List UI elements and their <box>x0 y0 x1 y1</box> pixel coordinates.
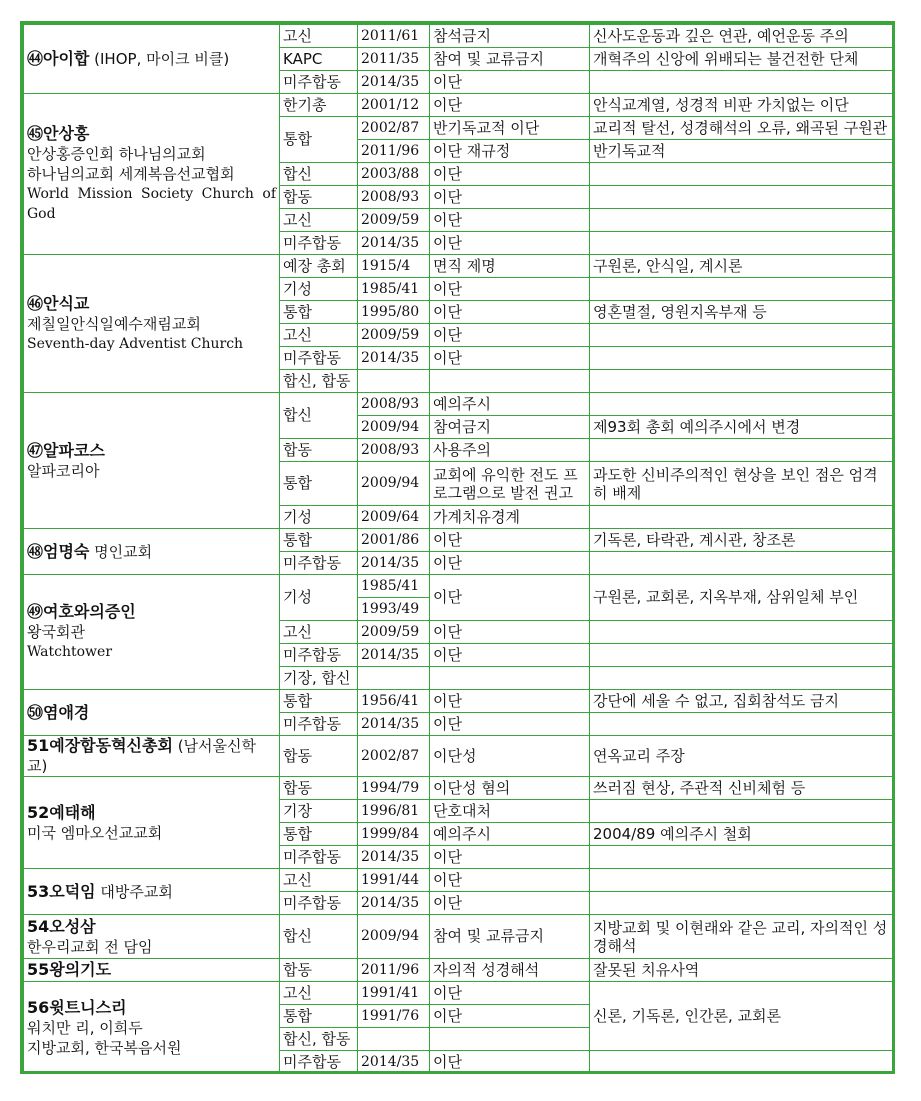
verdict-cell: 이단 <box>430 846 590 869</box>
denomination-cell: 미주합동 <box>280 1051 358 1074</box>
date-cell: 2009/94 <box>358 462 430 506</box>
group-name: 오성삼 <box>49 916 96 936</box>
verdict-cell: 사용주의 <box>430 439 590 462</box>
group-number: 51 <box>27 736 50 755</box>
table-row <box>24 736 893 777</box>
table-row <box>24 393 893 416</box>
denomination-cell: 합동 <box>280 186 358 209</box>
verdict-cell: 이단 <box>430 324 590 347</box>
reason-cell: 2004/89 예의주시 철회 <box>590 823 893 846</box>
reason-cell <box>590 552 893 575</box>
reason-cell: 신론, 기독론, 인간론, 교회론 <box>590 982 893 1051</box>
denomination-cell: 통합 <box>280 1005 358 1028</box>
denomination-cell: 기성 <box>280 506 358 529</box>
reason-cell: 반기독교적 <box>590 140 893 163</box>
reason-cell <box>590 324 893 347</box>
date-cell: 2002/87 <box>358 117 430 140</box>
denomination-cell: 미주합동 <box>280 644 358 667</box>
reason-cell: 개혁주의 신앙에 위배되는 불건전한 단체 <box>590 48 893 71</box>
table-row <box>24 690 893 713</box>
group-subtitle: 안상홍증인회 하나님의교회 <box>27 145 206 163</box>
verdict-cell <box>430 370 590 393</box>
group-cell <box>24 959 280 982</box>
date-cell: 2014/35 <box>358 232 430 255</box>
reason-cell: 잘못된 치유사역 <box>590 959 893 982</box>
group-name: 오덕임 <box>49 881 96 901</box>
verdict-cell: 이단 <box>430 347 590 370</box>
group-heading <box>27 602 276 622</box>
verdict-cell: 반기독교적 이단 <box>430 117 590 140</box>
date-cell: 2009/64 <box>358 506 430 529</box>
denomination-cell: 기장, 합신 <box>280 667 358 690</box>
date-cell: 2014/35 <box>358 347 430 370</box>
group-number: 54 <box>27 916 50 936</box>
verdict-cell: 이단 <box>430 892 590 915</box>
verdict-cell: 이단 <box>430 869 590 892</box>
denomination-cell: 미주합동 <box>280 71 358 94</box>
reason-cell: 지방교회 및 이현래와 같은 교리, 자의적인 성경해석 <box>590 915 893 959</box>
verdict-cell: 참석금지 <box>430 25 590 48</box>
reason-cell <box>590 1051 893 1074</box>
denomination-cell: 미주합동 <box>280 846 358 869</box>
group-number: ㊻ <box>27 293 44 313</box>
denomination-cell: 고신 <box>280 209 358 232</box>
denomination-cell: 고신 <box>280 621 358 644</box>
date-cell: 2009/94 <box>358 915 430 959</box>
table-row <box>24 255 893 278</box>
table-row <box>24 982 893 1005</box>
reason-cell <box>590 393 893 416</box>
verdict-cell: 참여 및 교류금지 <box>430 915 590 959</box>
denomination-cell: 합신 <box>280 915 358 959</box>
table-row <box>24 94 893 117</box>
verdict-cell: 이단 <box>430 1051 590 1074</box>
verdict-cell: 이단 <box>430 1005 590 1028</box>
denomination-cell: 합동 <box>280 959 358 982</box>
reason-cell: 과도한 신비주의적인 현상을 보인 점은 엄격히 배제 <box>590 462 893 506</box>
date-cell: 2001/12 <box>358 94 430 117</box>
date-cell: 1993/49 <box>358 598 430 621</box>
date-cell: 2014/35 <box>358 644 430 667</box>
reason-cell <box>590 846 893 869</box>
reason-cell: 제93회 총회 예의주시에서 변경 <box>590 416 893 439</box>
denomination-cell: 고신 <box>280 982 358 1005</box>
group-cell <box>24 915 280 959</box>
date-cell: 2014/35 <box>358 713 430 736</box>
reason-cell: 교리적 탈선, 성경해석의 오류, 왜곡된 구원관 <box>590 117 893 140</box>
date-cell: 1994/79 <box>358 777 430 800</box>
group-cell <box>24 94 280 255</box>
group-subtitle: Seventh-day Adventist Church <box>27 335 244 352</box>
reason-cell <box>590 71 893 94</box>
table-row <box>24 777 893 800</box>
verdict-cell: 이단 <box>430 552 590 575</box>
date-cell: 2011/61 <box>358 25 430 48</box>
date-cell: 1915/4 <box>358 255 430 278</box>
group-heading <box>27 917 276 937</box>
date-cell: 1999/84 <box>358 823 430 846</box>
verdict-cell: 단호대처 <box>430 800 590 823</box>
group-cell <box>24 529 280 575</box>
group-name: 왕의기도 <box>49 960 112 979</box>
verdict-cell: 이단 <box>430 209 590 232</box>
group-number: ㊾ <box>27 602 44 621</box>
verdict-cell: 이단성 혐의 <box>430 777 590 800</box>
group-name: 안상홍 <box>43 124 90 143</box>
group-cell <box>24 982 280 1074</box>
date-cell: 2009/59 <box>358 621 430 644</box>
verdict-cell: 참여 및 교류금지 <box>430 48 590 71</box>
reason-cell: 영혼멸절, 영원지옥부재 등 <box>590 301 893 324</box>
verdict-cell: 이단 <box>430 982 590 1005</box>
denomination-cell: 미주합동 <box>280 347 358 370</box>
table-row <box>24 915 893 959</box>
verdict-cell: 이단 <box>430 713 590 736</box>
verdict-cell: 이단 <box>430 94 590 117</box>
denomination-cell: 통합 <box>280 301 358 324</box>
denomination-cell: 기성 <box>280 575 358 621</box>
reason-cell <box>590 800 893 823</box>
reason-cell: 기독론, 타락관, 계시관, 창조론 <box>590 529 893 552</box>
reason-cell <box>590 869 893 892</box>
denomination-cell: 통합 <box>280 117 358 163</box>
group-name: 안식교 <box>43 293 90 313</box>
date-cell <box>358 667 430 690</box>
group-number: ㊽ <box>27 541 44 561</box>
group-name: 윗트니스리 <box>49 997 127 1017</box>
date-cell: 2003/88 <box>358 163 430 186</box>
date-cell: 2011/35 <box>358 48 430 71</box>
group-name: 예장합동혁신총회 <box>49 736 173 755</box>
group-cell <box>24 25 280 94</box>
verdict-cell: 이단 <box>430 644 590 667</box>
date-cell: 2011/96 <box>358 959 430 982</box>
denomination-cell: 한기총 <box>280 94 358 117</box>
reason-cell <box>590 713 893 736</box>
sect-verdict-table-frame <box>20 21 895 1074</box>
group-cell <box>24 690 280 736</box>
date-cell: 2014/35 <box>358 71 430 94</box>
verdict-cell: 자의적 성경해석 <box>430 959 590 982</box>
reason-cell <box>590 621 893 644</box>
group-heading <box>27 441 276 461</box>
sect-verdict-table <box>23 24 893 1074</box>
group-number: 56 <box>27 997 50 1017</box>
denomination-cell: 통합 <box>280 823 358 846</box>
date-cell: 2014/35 <box>358 892 430 915</box>
group-suffix: 명인교회 <box>89 542 153 561</box>
date-cell: 2002/87 <box>358 736 430 777</box>
denomination-cell: 미주합동 <box>280 552 358 575</box>
group-heading <box>27 703 276 723</box>
verdict-cell <box>430 1028 590 1051</box>
date-cell: 2008/93 <box>358 439 430 462</box>
group-number: 52 <box>27 802 50 822</box>
date-cell: 1956/41 <box>358 690 430 713</box>
group-heading <box>27 294 276 314</box>
group-subtitle: 제칠일안식일예수재림교회 <box>27 314 201 333</box>
group-number: ㊼ <box>27 440 44 460</box>
date-cell: 1991/76 <box>358 1005 430 1028</box>
date-cell: 1991/44 <box>358 869 430 892</box>
reason-cell <box>590 506 893 529</box>
date-cell: 1996/81 <box>358 800 430 823</box>
group-subtitle: 워치만 리, 이희두 <box>27 1018 143 1037</box>
table-row <box>24 529 893 552</box>
date-cell: 2014/35 <box>358 1051 430 1074</box>
verdict-cell: 이단 <box>430 529 590 552</box>
verdict-cell: 이단 <box>430 232 590 255</box>
reason-cell <box>590 667 893 690</box>
reason-cell: 신사도운동과 깊은 연관, 예언운동 주의 <box>590 25 893 48</box>
reason-cell <box>590 347 893 370</box>
verdict-cell: 이단 <box>430 575 590 621</box>
reason-cell <box>590 892 893 915</box>
denomination-cell: 합신, 합동 <box>280 1028 358 1051</box>
denomination-cell: 고신 <box>280 324 358 347</box>
date-cell <box>358 370 430 393</box>
date-cell: 2009/94 <box>358 416 430 439</box>
group-cell <box>24 393 280 529</box>
group-subtitle: 미국 엠마오선교교회 <box>27 823 163 842</box>
verdict-cell <box>430 667 590 690</box>
denomination-cell: 기성 <box>280 278 358 301</box>
date-cell: 2014/35 <box>358 552 430 575</box>
group-cell <box>24 869 280 915</box>
reason-cell: 안식교계열, 성경적 비판 가치없는 이단 <box>590 94 893 117</box>
group-name: 예태해 <box>49 802 96 822</box>
group-subtitle: 지방교회, 한국복음서원 <box>27 1038 182 1057</box>
reason-cell: 강단에 세울 수 없고, 집회참석도 금지 <box>590 690 893 713</box>
table-body <box>24 25 893 1074</box>
verdict-cell: 참여금지 <box>430 416 590 439</box>
reason-cell <box>590 186 893 209</box>
denomination-cell: 합동 <box>280 439 358 462</box>
verdict-cell: 가계치유경계 <box>430 506 590 529</box>
date-cell: 2001/86 <box>358 529 430 552</box>
reason-cell: 구원론, 교회론, 지옥부재, 삼위일체 부인 <box>590 575 893 621</box>
group-name: 아이합 <box>43 49 90 68</box>
group-suffix: (남서울신학교) <box>27 737 256 775</box>
denomination-cell: 통합 <box>280 690 358 713</box>
denomination-cell: 예장 총회 <box>280 255 358 278</box>
group-subtitle: World Mission Society Church of God <box>27 186 276 222</box>
verdict-cell: 예의주시 <box>430 393 590 416</box>
date-cell: 1985/41 <box>358 575 430 598</box>
group-heading <box>27 736 276 776</box>
verdict-cell: 이단 <box>430 621 590 644</box>
denomination-cell: 합동 <box>280 736 358 777</box>
group-name: 엄명숙 <box>43 541 90 561</box>
group-suffix: (IHOP, 마이크 비클) <box>89 50 230 68</box>
reason-cell <box>590 232 893 255</box>
denomination-cell: 미주합동 <box>280 892 358 915</box>
denomination-cell: 통합 <box>280 462 358 506</box>
date-cell: 2008/93 <box>358 186 430 209</box>
group-heading <box>27 998 276 1018</box>
date-cell <box>358 1028 430 1051</box>
date-cell: 1995/80 <box>358 301 430 324</box>
denomination-cell: KAPC <box>280 48 358 71</box>
date-cell: 2014/35 <box>358 846 430 869</box>
group-number: 55 <box>27 960 50 979</box>
verdict-cell: 이단 재규정 <box>430 140 590 163</box>
verdict-cell: 이단성 <box>430 736 590 777</box>
group-number: 53 <box>27 881 50 901</box>
group-number: ㊹ <box>27 49 44 68</box>
verdict-cell: 이단 <box>430 690 590 713</box>
table-row <box>24 869 893 892</box>
group-subtitle: 하나님의교회 세계복음선교협회 <box>27 165 235 183</box>
group-heading <box>27 882 276 902</box>
group-suffix: 대방주교회 <box>95 882 173 901</box>
group-subtitle: 왕국회관 <box>27 623 85 641</box>
group-subtitle: Watchtower <box>27 644 113 660</box>
table-row <box>24 575 893 598</box>
table-row <box>24 25 893 48</box>
date-cell: 2011/96 <box>358 140 430 163</box>
reason-cell <box>590 644 893 667</box>
verdict-cell: 이단 <box>430 278 590 301</box>
reason-cell <box>590 209 893 232</box>
reason-cell: 구원론, 안식일, 계시론 <box>590 255 893 278</box>
verdict-cell: 이단 <box>430 163 590 186</box>
verdict-cell: 이단 <box>430 71 590 94</box>
reason-cell <box>590 278 893 301</box>
group-name: 염애경 <box>43 702 90 722</box>
verdict-cell: 이단 <box>430 186 590 209</box>
date-cell: 2009/59 <box>358 324 430 347</box>
reason-cell: 쓰러짐 현상, 주관적 신비체험 등 <box>590 777 893 800</box>
date-cell: 1985/41 <box>358 278 430 301</box>
group-heading <box>27 49 276 69</box>
reason-cell <box>590 439 893 462</box>
group-cell <box>24 575 280 690</box>
denomination-cell: 통합 <box>280 529 358 552</box>
reason-cell <box>590 370 893 393</box>
denomination-cell: 고신 <box>280 25 358 48</box>
group-heading <box>27 960 276 980</box>
group-cell <box>24 255 280 393</box>
denomination-cell: 고신 <box>280 869 358 892</box>
verdict-cell: 교회에 유익한 전도 프로그램으로 발전 권고 <box>430 462 590 506</box>
verdict-cell: 이단 <box>430 301 590 324</box>
verdict-cell: 면직 제명 <box>430 255 590 278</box>
date-cell: 1991/41 <box>358 982 430 1005</box>
group-subtitle: 한우리교회 전 담임 <box>27 937 153 956</box>
denomination-cell: 합동 <box>280 777 358 800</box>
denomination-cell: 합신 <box>280 163 358 186</box>
denomination-cell: 합신, 합동 <box>280 370 358 393</box>
reason-cell <box>590 163 893 186</box>
group-heading <box>27 803 276 823</box>
table-row <box>24 959 893 982</box>
reason-cell: 연옥교리 주장 <box>590 736 893 777</box>
date-cell: 2009/59 <box>358 209 430 232</box>
date-cell: 2008/93 <box>358 393 430 416</box>
denomination-cell: 기장 <box>280 800 358 823</box>
group-name: 알파코스 <box>43 440 105 460</box>
group-cell <box>24 736 280 777</box>
group-heading <box>27 124 276 144</box>
group-heading <box>27 542 276 562</box>
group-name: 여호와의증인 <box>43 602 136 621</box>
group-number: ㊿ <box>27 702 44 722</box>
group-subtitle: 알파코리아 <box>27 461 100 480</box>
verdict-cell: 예의주시 <box>430 823 590 846</box>
denomination-cell: 미주합동 <box>280 232 358 255</box>
group-number: ㊺ <box>27 124 44 143</box>
denomination-cell: 합신 <box>280 393 358 439</box>
denomination-cell: 미주합동 <box>280 713 358 736</box>
group-cell <box>24 777 280 869</box>
